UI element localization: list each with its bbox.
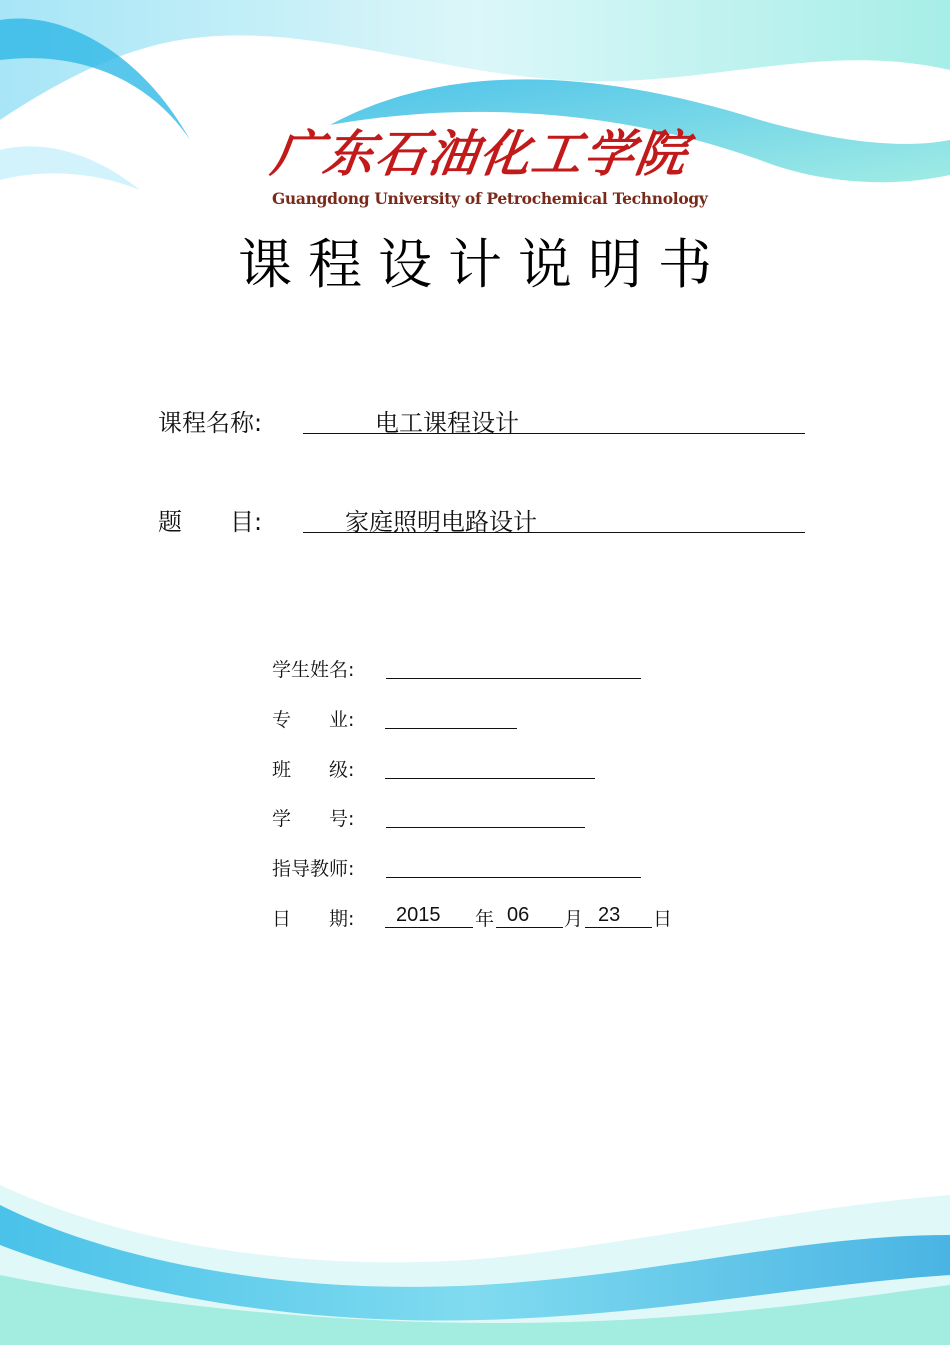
advisor-underline bbox=[386, 855, 641, 878]
topic-value: 家庭照明电路设计 bbox=[345, 508, 537, 536]
advisor-label: 指导教师: bbox=[272, 858, 355, 880]
university-logo-chinese: 广东石油化工学院 bbox=[267, 124, 693, 183]
university-logo-english: Guangdong University of Petrochemical Technology bbox=[272, 189, 708, 208]
university-logo bbox=[267, 121, 708, 213]
major-label: 专 业: bbox=[272, 709, 355, 731]
course-name-value: 电工课程设计 bbox=[375, 409, 519, 437]
date-month: 06 bbox=[507, 904, 530, 926]
date-month-unit: 月 bbox=[564, 908, 584, 930]
student-id-label: 学 号: bbox=[272, 808, 355, 830]
date-day-unit: 日 bbox=[653, 908, 673, 930]
class-label: 班 级: bbox=[272, 759, 355, 781]
date-year: 2015 bbox=[396, 904, 441, 926]
student-name-underline bbox=[386, 656, 641, 679]
student-name-label: 学生姓名: bbox=[272, 659, 355, 681]
student-id-underline bbox=[386, 805, 585, 828]
document-title: 课程设计说明书 bbox=[238, 233, 728, 296]
date-year-unit: 年 bbox=[475, 908, 495, 930]
topic-label: 题 目: bbox=[158, 508, 263, 536]
date-day: 23 bbox=[598, 904, 621, 926]
course-name-label: 课程名称: bbox=[158, 409, 263, 437]
bottom-wave-decoration bbox=[0, 1145, 950, 1345]
date-label: 日 期: bbox=[272, 908, 355, 930]
major-underline bbox=[385, 706, 517, 729]
class-underline bbox=[385, 756, 595, 779]
